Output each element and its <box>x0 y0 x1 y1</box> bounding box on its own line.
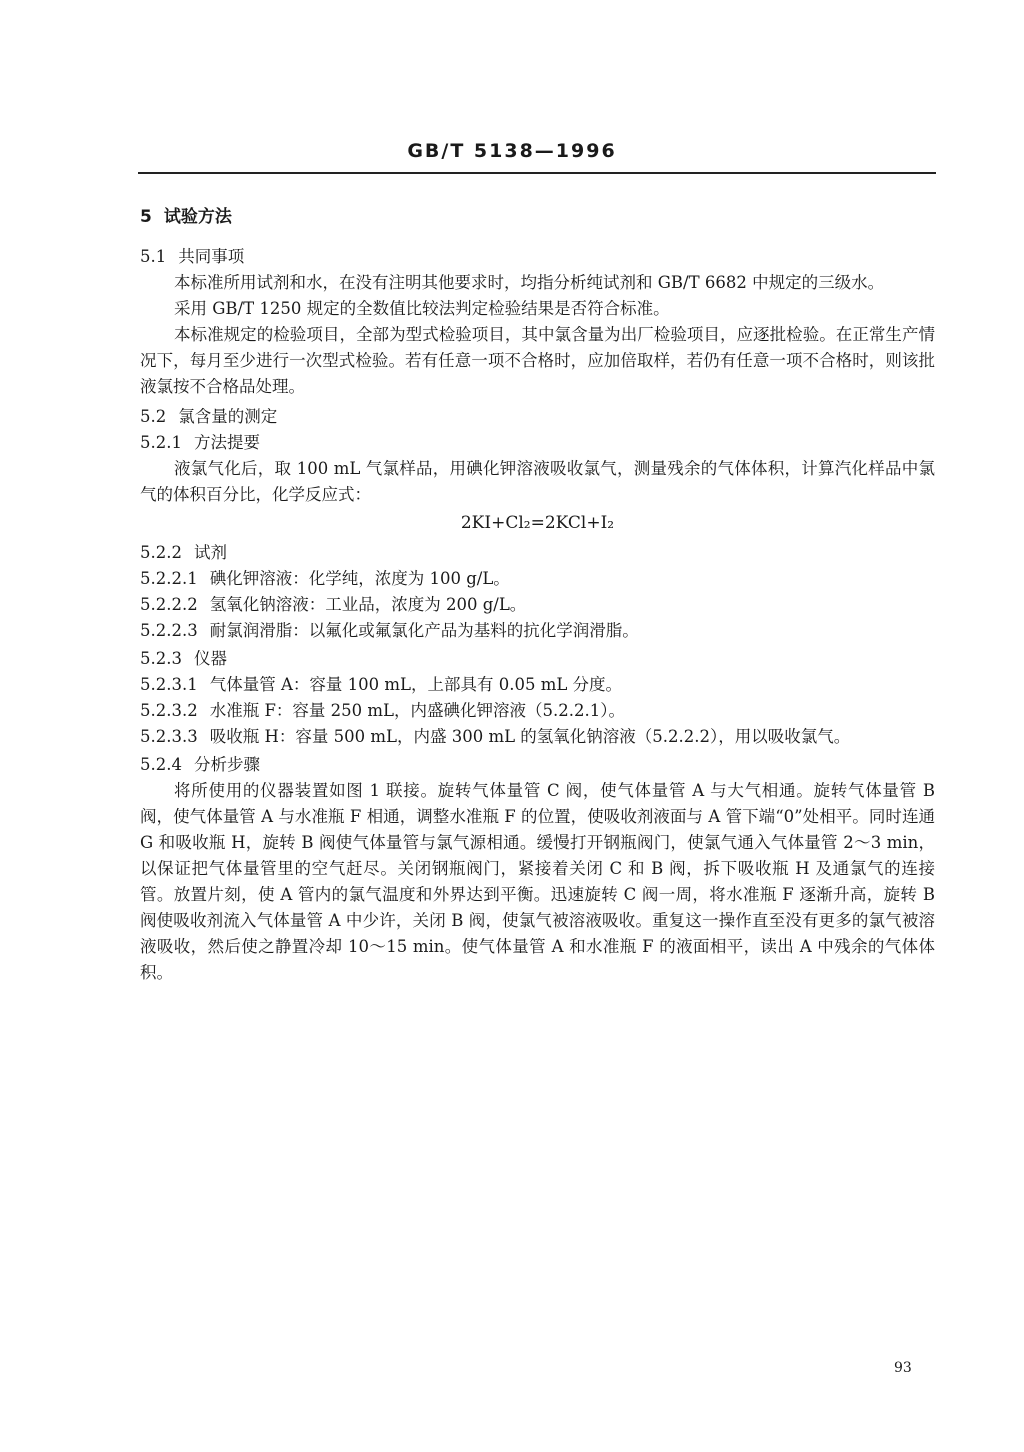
list-item <box>140 566 510 592</box>
paragraph: 采用 GB/T 1250 规定的全数值比较法判定检验结果是否符合标准。 <box>174 299 670 318</box>
item-number: 5.2.2.3 <box>140 621 198 640</box>
item-number: 5.2.3.1 <box>140 675 198 694</box>
header-rule <box>138 172 936 174</box>
paragraph: 本标准所用试剂和水，在没有注明其他要求时，均指分析纯试剂和 GB/T 6682 中规定的三级水。 <box>174 273 885 292</box>
section-5-2-heading <box>140 404 277 430</box>
item-text: 水准瓶 F：容量 250 mL，内盛碘化钾溶液（5.2.2.1）。 <box>209 701 625 720</box>
item-text: 吸收瓶 H：容量 500 mL，内盛 300 mL 的氢氧化钠溶液（5.2.2.2），用以吸收氯气。 <box>209 727 851 746</box>
section-number: 5.2.1 <box>140 433 182 452</box>
list-item <box>140 672 622 698</box>
paragraph: 液氯气化后，取 100 mL 气氯样品，用碘化钾溶液吸收氯气，测量残余的气体体积，计算汽化样品中氯气的体积百分比，化学反应式： <box>140 459 935 504</box>
item-number: 5.2.3.2 <box>140 701 198 720</box>
section-title: 氯含量的测定 <box>178 407 278 426</box>
standard-code-header: GB/T 5138—1996 <box>407 140 617 162</box>
paragraph: 本标准规定的检验项目，全部为型式检验项目，其中氯含量为出厂检验项目，应逐批检验。在正常生产情况下，每月至少进行一次型式检验。若有任意一项不合格时，应加倍取样，若仍有任意一项不合格时，则该批液氯按不合格品处理。 <box>140 325 935 396</box>
section-number: 5.2.2 <box>140 543 182 562</box>
section-5-2-1-heading <box>140 430 260 456</box>
section-number: 5.2.3 <box>140 649 182 668</box>
list-item <box>140 724 850 750</box>
chemical-equation: 2KI+Cl₂=2KCl+I₂ <box>460 513 615 533</box>
section-title: 试剂 <box>193 543 227 562</box>
section-5-2-2-heading <box>140 540 227 566</box>
paragraph: 将所使用的仪器装置如图 1 联接。旋转气体量管 C 阀，使气体量管 A 与大气相通。旋转气体量管 B 阀，使气体量管 A 与水准瓶 F 相通，调整水准瓶 F 的位置，使吸收剂液面与 A 管下端“0”处相平。同时连通 G 和吸收瓶 H，旋转 B 阀使气体量管与氯气源相通。缓慢打开钢瓶阀门，使氯气通入气体量管 2～3 min，以保证把气体量管里的空气赶尽。关闭钢瓶阀门，紧接着关闭 C 和 B 阀，拆下吸收瓶 H 及通氯气的连接管。放置片刻，使 A 管内的氯气温度和外界达到平衡。迅速旋转 C 阀一周，将水准瓶 F 逐渐升高，旋转 B 阀使吸收剂流入气体量管 A 中少许，关闭 B 阀，使氯气被溶液吸收。重复这一操作直至没有更多的氯气被溶液吸收，然后使之静置冷却 10～15 min。使气体量管 A 和水准瓶 F 的液面相平，读出 A 中残余的气体体积。 <box>140 781 935 982</box>
page-number: 93 <box>894 1360 912 1376</box>
section-number: 5.1 <box>140 247 167 266</box>
item-text: 气体量管 A：容量 100 mL，上部具有 0.05 mL 分度。 <box>209 675 623 694</box>
section-5-1-heading <box>140 244 244 270</box>
item-number: 5.2.2.2 <box>140 595 198 614</box>
item-text: 碘化钾溶液：化学纯，浓度为 100 g/L。 <box>209 569 510 588</box>
section-title: 试验方法 <box>163 207 232 227</box>
section-5-2-4-heading <box>140 752 260 778</box>
section-title: 共同事项 <box>178 247 245 266</box>
list-item <box>140 592 526 618</box>
list-item <box>140 618 639 644</box>
section-number: 5.2 <box>140 407 167 426</box>
item-number: 5.2.2.1 <box>140 569 198 588</box>
section-5-heading <box>140 204 232 230</box>
section-title: 分析步骤 <box>193 755 260 774</box>
item-text: 氢氧化钠溶液：工业品，浓度为 200 g/L。 <box>209 595 527 614</box>
section-number: 5 <box>140 207 152 227</box>
section-title: 仪器 <box>193 649 227 668</box>
list-item <box>140 698 625 724</box>
section-title: 方法提要 <box>193 433 260 452</box>
section-number: 5.2.4 <box>140 755 182 774</box>
item-text: 耐氯润滑脂：以氟化或氟氯化产品为基料的抗化学润滑脂。 <box>209 621 639 640</box>
section-5-2-3-heading <box>140 646 227 672</box>
item-number: 5.2.3.3 <box>140 727 198 746</box>
